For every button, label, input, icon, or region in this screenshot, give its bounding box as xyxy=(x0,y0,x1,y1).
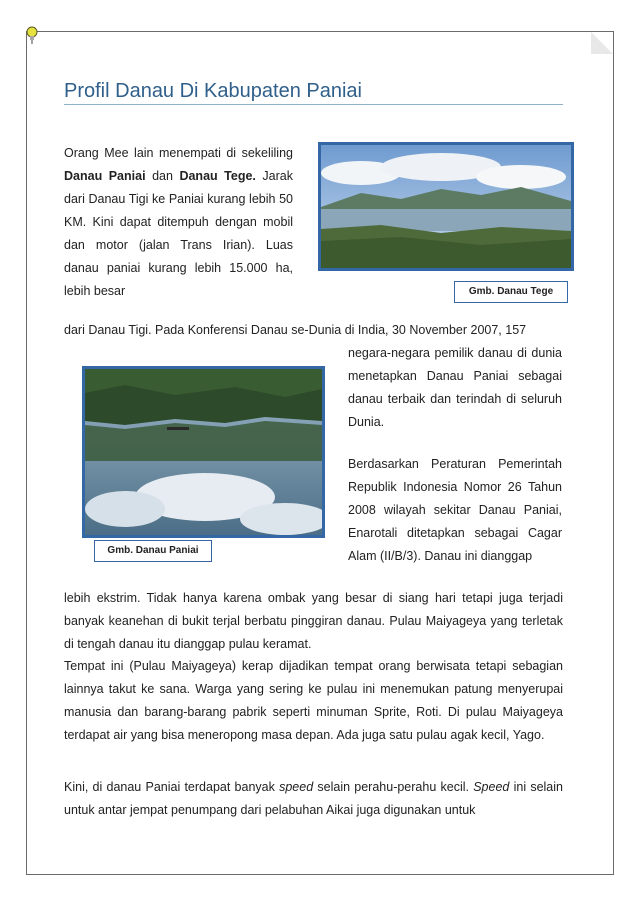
page-fold-corner xyxy=(591,32,613,54)
danau-paniai-photo xyxy=(82,366,325,538)
paragraph-3: Tempat ini (Pulau Maiyageya) kerap dijadikan tempat orang berwisata tetapi sebagian lainnya takut ke sana. Warga yang sering ke pulau ini menemukan patung menyerupai manusia dan barang-barang pabrik seperti minuman Sprite, Roti. Di pulau Maiyageya terdapat air yang bisa meneropong masa depan. Ada juga satu pulau agak kecil, Yago. xyxy=(64,659,563,742)
pushpin-icon xyxy=(22,24,42,44)
paragraph-2-continued: lebih ekstrim. Tidak hanya karena ombak yang besar di siang hari tetapi juga terjadi banyak keanehan di bukit terjal berbatu pinggiran danau. Pulau Maiyageya yang terletak di tengah danau itu dianggap pulau keramat. xyxy=(64,591,563,651)
intro-paragraph-continued: dari Danau Tigi. Pada Konferensi Danau se-Dunia di India, 30 November 2007, 157 xyxy=(64,323,527,337)
danau-tege-photo xyxy=(318,142,574,271)
caption-danau-tege: Gmb. Danau Tege xyxy=(454,281,568,303)
intro-paragraph: Orang Mee lain menempati di sekeliling Danau Paniai dan Danau Tege. Jarak dari Danau Tigi ke Paniai kurang lebih 50 KM. Kini dapat ditempuh dengan mobil dan motor (jalan Trans Irian). Luas danau paniai kurang lebih 15.000 ha, lebih besar xyxy=(64,146,293,298)
title-underline xyxy=(64,104,563,105)
page-title: Profil Danau Di Kabupaten Paniai xyxy=(64,80,362,102)
caption-danau-paniai: Gmb. Danau Paniai xyxy=(94,540,212,562)
right-column-paragraph-2: Berdasarkan Peraturan Pemerintah Republik Indonesia Nomor 26 Tahun 2008 wilayah sekitar Danau Paniai, Enarotali ditetapkan sebagai Cagar Alam (II/B/3). Danau ini dianggap xyxy=(348,457,562,563)
right-column-paragraph-1: negara-negara pemilik danau di dunia menetapkan Danau Paniai sebagai danau terbaik dan terindah di seluruh Dunia. xyxy=(348,346,562,429)
paragraph-4: Kini, di danau Paniai terdapat banyak speed selain perahu-perahu kecil. Speed ini selain untuk antar jempat penumpang dari pelabuhan Aikai juga digunakan untuk xyxy=(64,780,563,817)
